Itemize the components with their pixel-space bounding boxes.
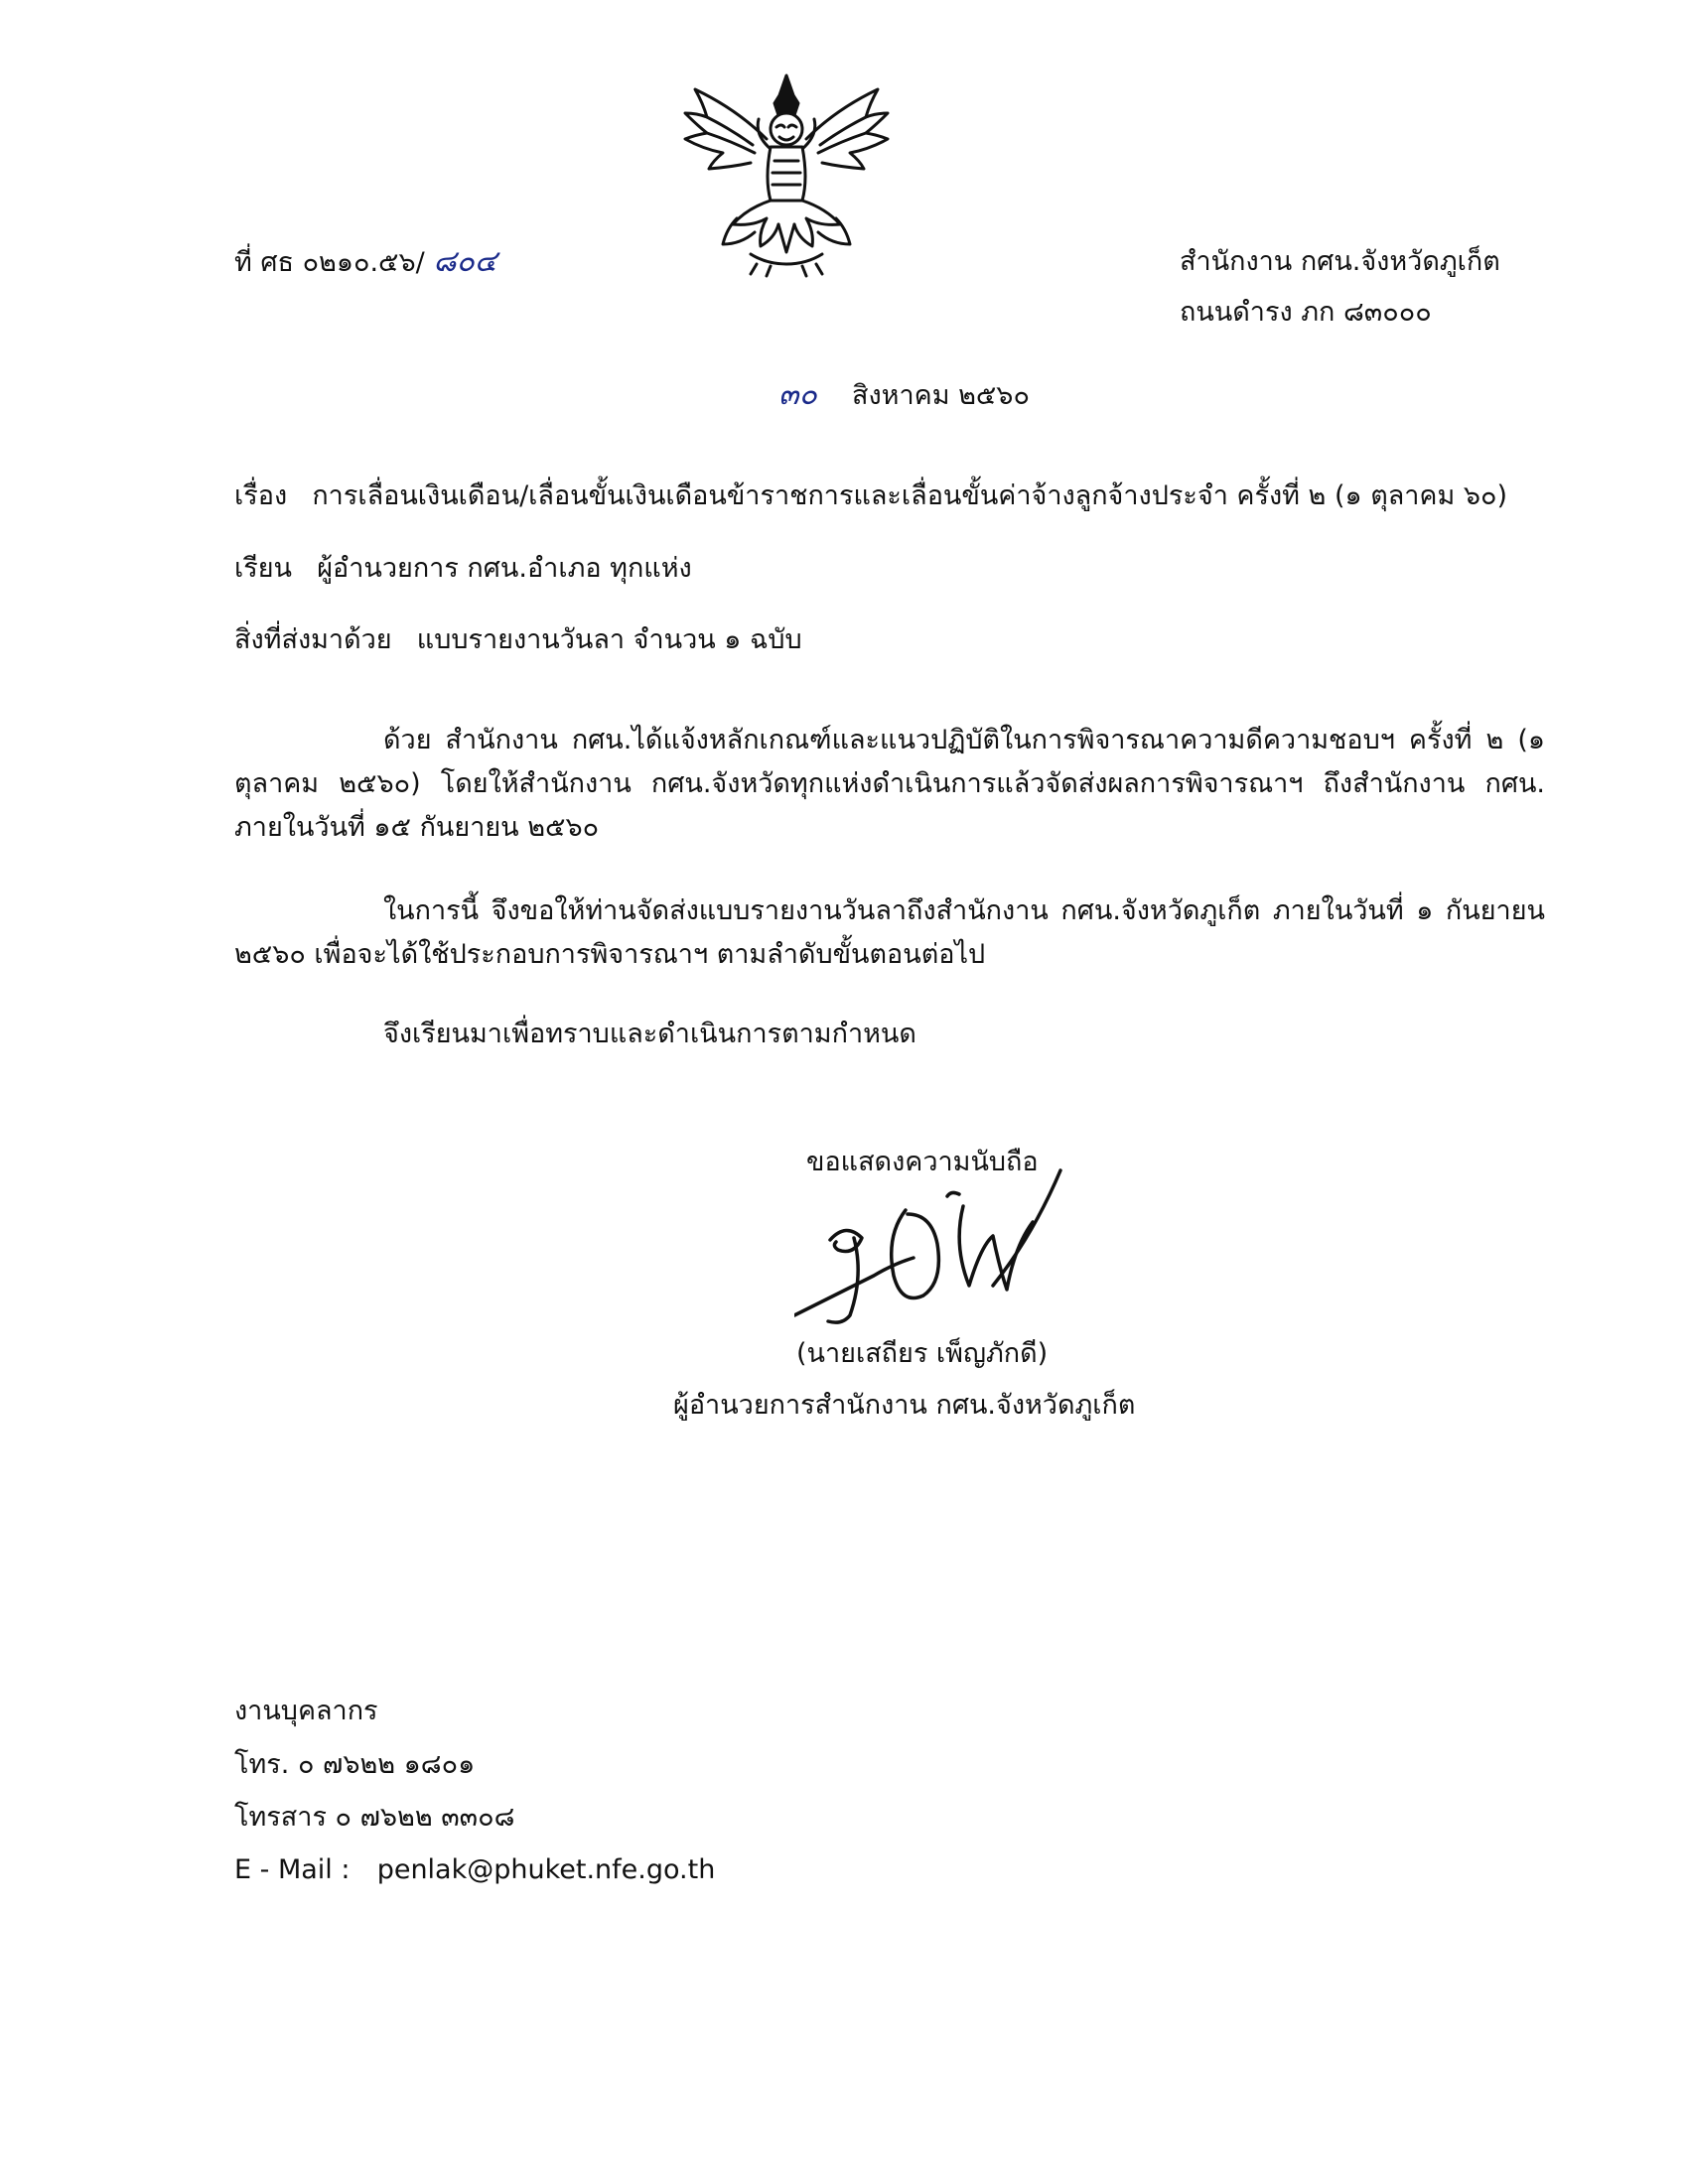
reference-label: ที่ ศธ ๐๒๑๐.๕๖/: [234, 247, 425, 278]
document-date: [778, 377, 1030, 414]
contact-phone: โทร. ๐ ๗๖๒๒ ๑๘๐๑: [234, 1749, 476, 1780]
reference-number-handwritten: ๘๐๔: [433, 244, 497, 279]
contact-email-line: [234, 1852, 715, 1888]
office-name: สำนักงาน กศน.จังหวัดภูเก็ต: [1180, 246, 1500, 277]
email-address: penlak@phuket.nfe.go.th: [376, 1854, 716, 1885]
email-label: E - Mail :: [234, 1854, 351, 1885]
subject-text: การเลื่อนเงินเดือน/เลื่อนขั้นเงินเดือนข้าราชการและเลื่อนขั้นค่าจ้างลูกจ้างประจำ ครั้งที่ ๒ (๑ ตุลาคม ๖๐): [312, 480, 1508, 511]
enclosure-label: สิ่งที่ส่งมาด้วย: [234, 624, 392, 655]
body-paragraph-2: [234, 889, 1545, 977]
subject-label: เรื่อง: [234, 480, 288, 511]
recipient-line: [234, 551, 692, 587]
signer-position: ผู้อำนวยการสำนักงาน กศน.จังหวัดภูเก็ต: [673, 1390, 1136, 1421]
signer-name: (นายเสถียร เพ็ญภักดี): [796, 1338, 1049, 1369]
closing-line: จึงเรียนมาเพื่อทราบและดำเนินการตามกำหนด: [383, 1019, 916, 1049]
enclosure-line: [234, 622, 802, 658]
reference-number: [234, 244, 497, 281]
enclosure-text: แบบรายงานวันลา จำนวน ๑ ฉบับ: [416, 624, 802, 655]
date-day-handwritten: ๓๐: [778, 377, 817, 412]
recipient-label: เรียน: [234, 553, 293, 584]
recipient-text: ผู้อำนวยการ กศน.อำเภอ ทุกแห่ง: [317, 553, 692, 584]
body-paragraph-2-text: ในการนี้ จึงขอให้ท่านจัดส่งแบบรายงานวันลาถึงสำนักงาน กศน.จังหวัดภูเก็ต ภายในวันที่ ๑ กันยายน ๒๕๖๐ เพื่อจะได้ใช้ประกอบการพิจารณาฯ ตามลำดับขั้นตอนต่อไป: [234, 895, 1545, 970]
body-paragraph-1-text: ด้วย สำนักงาน กศน.ได้แจ้งหลักเกณฑ์และแนวปฏิบัติในการพิจารณาความดีความชอบฯ ครั้งที่ ๒ (๑ ตุลาคม ๒๕๖๐) โดยให้สำนักงาน กศน.จังหวัดทุกแห่งดำเนินการแล้วจัดส่งผลการพิจารณาฯ ถึงสำนักงาน กศน. ภายในวันที่ ๑๕ กันยายน ๒๕๖๐: [234, 725, 1545, 843]
garuda-emblem-icon: [667, 69, 906, 278]
contact-department: งานบุคลากร: [234, 1696, 378, 1726]
subject-line: [234, 478, 1507, 514]
handwritten-signature-icon: [794, 1166, 1092, 1330]
office-address: ถนนดำรง ภก ๘๓๐๐๐: [1180, 297, 1432, 328]
body-paragraph-1: [234, 719, 1545, 850]
contact-fax: โทรสาร ๐ ๗๖๒๒ ๓๓๐๘: [234, 1802, 515, 1833]
date-month-year: สิงหาคม ๒๕๖๐: [852, 380, 1030, 411]
regards-text: ขอแสดงความนับถือ: [806, 1147, 1039, 1177]
